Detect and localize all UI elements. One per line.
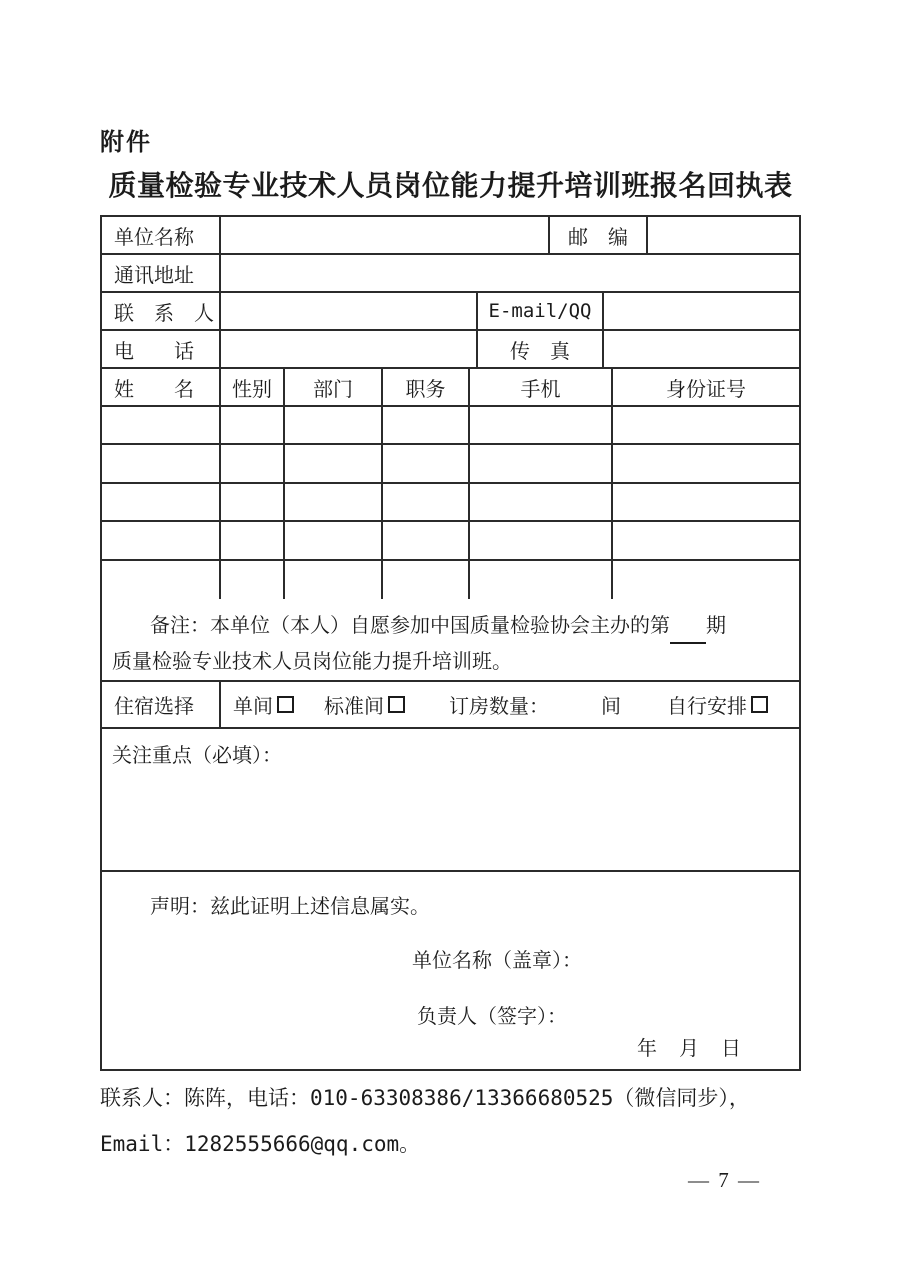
standard-room-label: 标准间 [324,696,384,718]
form-title: 质量检验专业技术人员岗位能力提升培训班报名回执表 [108,170,793,201]
roster-empty-cell [221,407,285,443]
single-room-option [233,690,294,719]
focus-row [102,729,799,872]
postcode-label: 邮 编 [550,217,648,253]
row-unit-name [102,217,799,255]
page-number: — 7 — [688,1168,761,1192]
declaration-row [102,872,799,1069]
accommodation-label: 住宿选择 [102,682,221,727]
roster-empty-cell [613,522,799,559]
date-label: 年 月 日 [637,1038,742,1060]
booking-quantity-label: 订房数量： [449,696,549,718]
row-phone [102,331,799,369]
roster-empty-cell [221,445,285,482]
roster-header-row [102,369,799,407]
roster-empty-cell [613,484,799,520]
roster-empty-cell [470,407,613,443]
focus-label: 关注重点（必填）： [112,745,282,767]
roster-empty-cell [221,522,285,559]
footer-email-line: Email：1282555666@qq.com。 [100,1132,421,1156]
contact-value-cell [221,293,478,329]
accommodation-options [221,682,799,727]
roster-empty-cell [221,484,285,520]
address-label: 通讯地址 [102,255,221,291]
roster-empty-row [102,407,799,445]
roster-header-mobile: 手机 [470,369,613,405]
roster-empty-cell [102,407,221,443]
roster-empty-cell [383,522,470,559]
roster-empty-cell [285,407,383,443]
roster-empty-cell [285,561,383,599]
row-address [102,255,799,293]
roster-header-name: 姓 名 [102,369,221,405]
roster-empty-cell [102,445,221,482]
roster-empty-cell [470,561,613,599]
remark-row [102,599,799,682]
phone-value-cell [221,331,478,367]
signer-label: 负责人（签字）： [417,1006,567,1028]
unit-name-label: 单位名称 [102,217,221,253]
session-number-blank [670,624,706,644]
roster-empty-cell [285,484,383,520]
roster-header-gender: 性别 [221,369,285,405]
standard-room-checkbox [388,696,405,713]
self-arrange-option [667,690,768,719]
roster-empty-row [102,445,799,484]
booking-quantity-unit: 间 [601,696,621,718]
accommodation-row [102,682,799,729]
attachment-label: 附件 [100,129,152,156]
roster-empty-cell [102,522,221,559]
roster-empty-row [102,561,799,599]
roster-header-department: 部门 [285,369,383,405]
roster-empty-cell [613,445,799,482]
single-room-label: 单间 [233,696,273,718]
contact-label: 联 系 人 [102,293,221,329]
roster-empty-cell [221,561,285,599]
roster-empty-rows [102,407,799,599]
unit-name-value-cell [221,217,550,253]
registration-form-table [100,215,801,1071]
roster-empty-cell [102,561,221,599]
fax-value-cell [604,331,799,367]
postcode-value-cell [648,217,799,253]
remark-line1 [112,608,789,644]
roster-empty-cell [285,522,383,559]
roster-empty-row [102,522,799,561]
roster-empty-cell [383,445,470,482]
address-value-cell [221,255,799,291]
single-room-checkbox [277,696,294,713]
roster-empty-cell [383,561,470,599]
roster-empty-cell [383,484,470,520]
roster-empty-cell [470,522,613,559]
roster-empty-cell [383,407,470,443]
roster-empty-cell [285,445,383,482]
email-qq-label: E-mail/QQ [478,293,604,329]
roster-empty-cell [470,445,613,482]
fax-label: 传 真 [478,331,604,367]
roster-empty-cell [102,484,221,520]
remark-line1-suffix: 期 [706,615,726,637]
footer-contact-line: 联系人：陈阵，电话：010-63308386/13366680525（微信同步）， [100,1086,750,1110]
remark-line1-prefix: 备注：本单位（本人）自愿参加中国质量检验协会主办的第 [150,615,670,637]
roster-empty-cell [613,407,799,443]
unit-seal-label: 单位名称（盖章）： [412,950,582,972]
roster-header-position: 职务 [383,369,470,405]
declaration-statement: 声明：兹此证明上述信息属实。 [150,896,430,918]
roster-header-id-number: 身份证号 [666,378,746,401]
row-contact [102,293,799,331]
email-qq-value-cell [604,293,799,329]
phone-label: 电 话 [102,331,221,367]
standard-room-option [324,690,405,719]
self-arrange-checkbox [751,696,768,713]
roster-empty-cell [613,561,799,599]
roster-empty-row [102,484,799,522]
roster-empty-cell [470,484,613,520]
remark-line2: 质量检验专业技术人员岗位能力提升培训班。 [112,651,512,673]
self-arrange-label: 自行安排 [667,696,747,718]
